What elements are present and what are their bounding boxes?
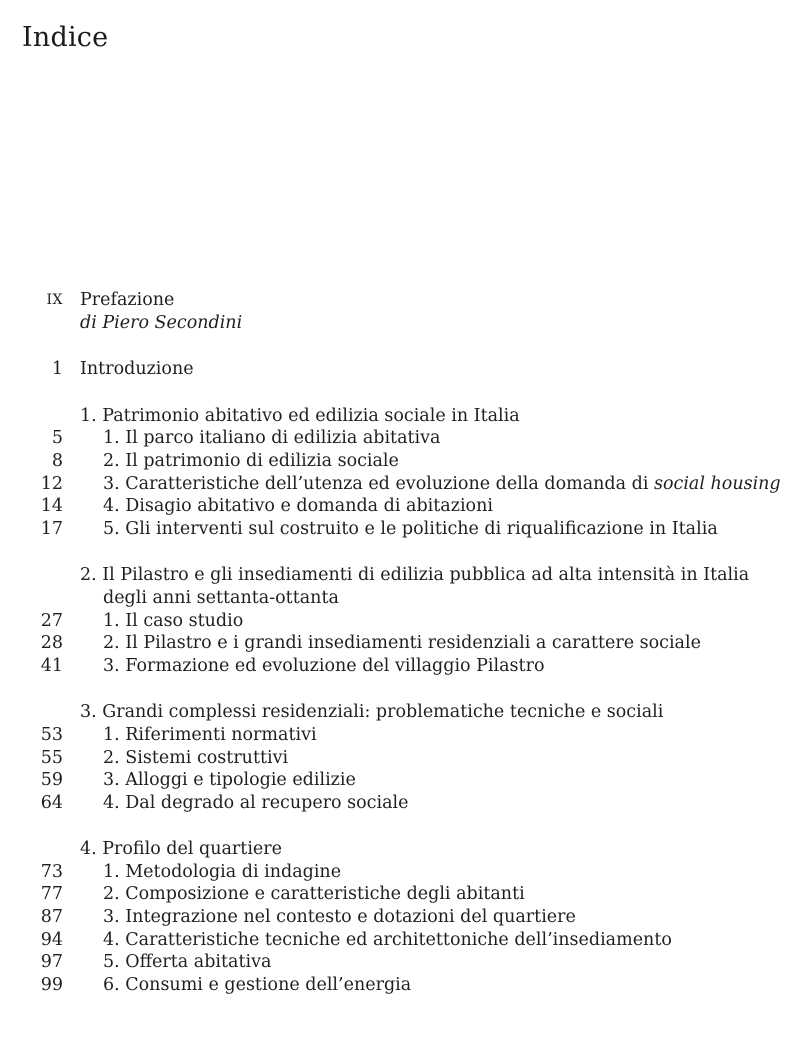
toc-entry-text: [103, 450, 399, 473]
toc-entry-text: [103, 427, 440, 450]
toc-page-number: 1: [51, 359, 63, 380]
toc-page-number: 55: [40, 747, 63, 768]
toc-entry: [0, 974, 800, 997]
toc-entry: [0, 747, 800, 770]
toc-section: [0, 701, 800, 814]
toc-entry-text: [80, 289, 174, 312]
toc-entry-label: 4. Disagio abitativo e domanda di abitazioni: [103, 496, 493, 517]
toc-entry-label: 3. Alloggi e tipologie edilizie: [103, 770, 356, 791]
section-gap: [0, 334, 800, 358]
toc-entry-text: [103, 929, 672, 952]
toc-entry-label: 1. Riferimenti normativi: [103, 724, 317, 745]
toc-entry: [0, 655, 800, 678]
toc-entry-text: [80, 564, 749, 587]
section-gap: [0, 540, 800, 564]
toc-entry-text: [80, 838, 282, 861]
toc-page-number: 94: [40, 929, 63, 950]
toc-page-number: 28: [40, 633, 63, 654]
section-gap: [0, 381, 800, 405]
toc-entry-label: 3. Grandi complessi residenziali: problematiche tecniche e sociali: [80, 702, 664, 723]
toc-page-number: 27: [40, 610, 63, 631]
toc-entry: [0, 701, 800, 724]
toc-entry-text: [103, 883, 525, 906]
toc-entry: [0, 792, 800, 815]
toc-entry: [0, 610, 800, 633]
toc-entry-label: di Piero Secondini: [80, 312, 243, 333]
toc-entry-label: 1. Patrimonio abitativo ed edilizia sociale in Italia: [80, 405, 520, 426]
toc-entry-text: [80, 312, 242, 335]
toc-entry-text: [103, 906, 576, 929]
toc-entry-label: Prefazione: [80, 290, 175, 310]
toc-entry-label: Introduzione: [80, 359, 194, 380]
toc-page-number: 97: [40, 952, 63, 973]
toc-page-number: 5: [51, 428, 63, 449]
toc-entry: [0, 632, 800, 655]
toc-entry-label: 5. Gli interventi sul costruito e le politiche di riqualificazione in Italia: [103, 518, 718, 539]
toc-entry: [0, 883, 800, 906]
toc-entry-text: [103, 724, 317, 747]
toc-entry-label: 4. Caratteristiche tecniche ed architettoniche dell’insediamento: [103, 929, 672, 950]
toc-page-number: 53: [40, 724, 63, 745]
toc-entry: [0, 312, 800, 335]
toc-entry: [0, 518, 800, 541]
toc-section: [0, 289, 800, 334]
toc-entry-text: [103, 473, 781, 496]
toc-section: [0, 358, 800, 381]
toc-entry: [0, 929, 800, 952]
toc-entry: [0, 564, 800, 587]
toc-page-number: 12: [40, 473, 63, 494]
toc-entry-text: [103, 792, 408, 815]
toc-section: [0, 405, 800, 541]
toc-entry-text: [80, 701, 663, 724]
toc-entry-label: 3. Caratteristiche dell’utenza ed evoluzione della domanda di: [103, 473, 654, 494]
toc-section: [0, 564, 800, 677]
toc-entry-text: [103, 974, 411, 997]
toc-entry-text: [103, 769, 356, 792]
toc-page-number: 77: [40, 884, 63, 905]
toc-entry-text: [103, 518, 718, 541]
toc-page-number: 73: [40, 861, 63, 882]
toc-entry: [0, 427, 800, 450]
toc-entry: [0, 724, 800, 747]
toc-entry: [0, 473, 800, 496]
toc-page-number: 64: [40, 792, 63, 813]
toc-entry-label: 2. Il Pilastro e i grandi insediamenti residenziali a carattere sociale: [103, 633, 701, 654]
toc-entry-label: 4. Profilo del quartiere: [80, 839, 283, 860]
toc-entry-text: [103, 655, 544, 678]
toc-entry-text: [80, 405, 520, 428]
toc-entry: [0, 450, 800, 473]
toc-entry: [0, 587, 800, 610]
toc-entry-text: [103, 747, 288, 770]
toc-page-number: 14: [40, 496, 63, 517]
toc-entry-label: 2. Composizione e caratteristiche degli abitanti: [103, 884, 525, 905]
toc-entry-label: 2. Sistemi costruttivi: [103, 747, 289, 768]
toc-entry-text: [103, 951, 271, 974]
toc-entry-label: 6. Consumi e gestione dell’energia: [103, 974, 412, 995]
toc-entry: [0, 405, 800, 428]
toc-entry-label: 1. Il caso studio: [103, 610, 244, 631]
toc-entry: [0, 769, 800, 792]
toc-entry: [0, 495, 800, 518]
toc-page-number: IX: [46, 292, 63, 308]
toc-page-number: 41: [40, 655, 63, 676]
toc-entry-italic-term: social housing: [654, 473, 781, 494]
toc-page-number: 99: [40, 974, 63, 995]
toc-entry-label: 2. Il patrimonio di edilizia sociale: [103, 450, 399, 471]
toc-section: [0, 838, 800, 996]
toc-page-number: 87: [40, 907, 63, 928]
toc-entry: [0, 906, 800, 929]
toc-entry: [0, 838, 800, 861]
toc-entry-text: [103, 632, 701, 655]
toc-entry-label: 3. Integrazione nel contesto e dotazioni del quartiere: [103, 907, 576, 928]
toc-page-number: 59: [40, 770, 63, 791]
toc-entry-label: 3. Formazione ed evoluzione del villaggio Pilastro: [103, 655, 545, 676]
toc-entry-label: 1. Il parco italiano di edilizia abitativa: [103, 428, 441, 449]
toc-entry-text: [103, 861, 341, 884]
toc-entry-label: 4. Dal degrado al recupero sociale: [103, 792, 409, 813]
toc-entry-label: 1. Metodologia di indagine: [103, 861, 342, 882]
toc-entry-label: 5. Offerta abitativa: [103, 952, 272, 973]
toc-entry-label: 2. Il Pilastro e gli insediamenti di edilizia pubblica ad alta intensità in Italia: [80, 565, 750, 586]
toc-entry-text: [103, 610, 243, 633]
toc-entry-text: [80, 358, 194, 381]
toc-entry: [0, 358, 800, 381]
section-gap: [0, 677, 800, 701]
section-gap: [0, 814, 800, 838]
toc-entry-text: [103, 587, 339, 610]
toc-entry: [0, 289, 800, 312]
table-of-contents: [0, 289, 800, 996]
toc-entry: [0, 951, 800, 974]
toc-page-number: 8: [51, 450, 63, 471]
toc-entry-text: [103, 495, 493, 518]
toc-page-number: 17: [40, 518, 63, 539]
toc-entry: [0, 861, 800, 884]
toc-entry-label: degli anni settanta-ottanta: [103, 587, 339, 608]
page-title: Indice: [22, 22, 109, 53]
